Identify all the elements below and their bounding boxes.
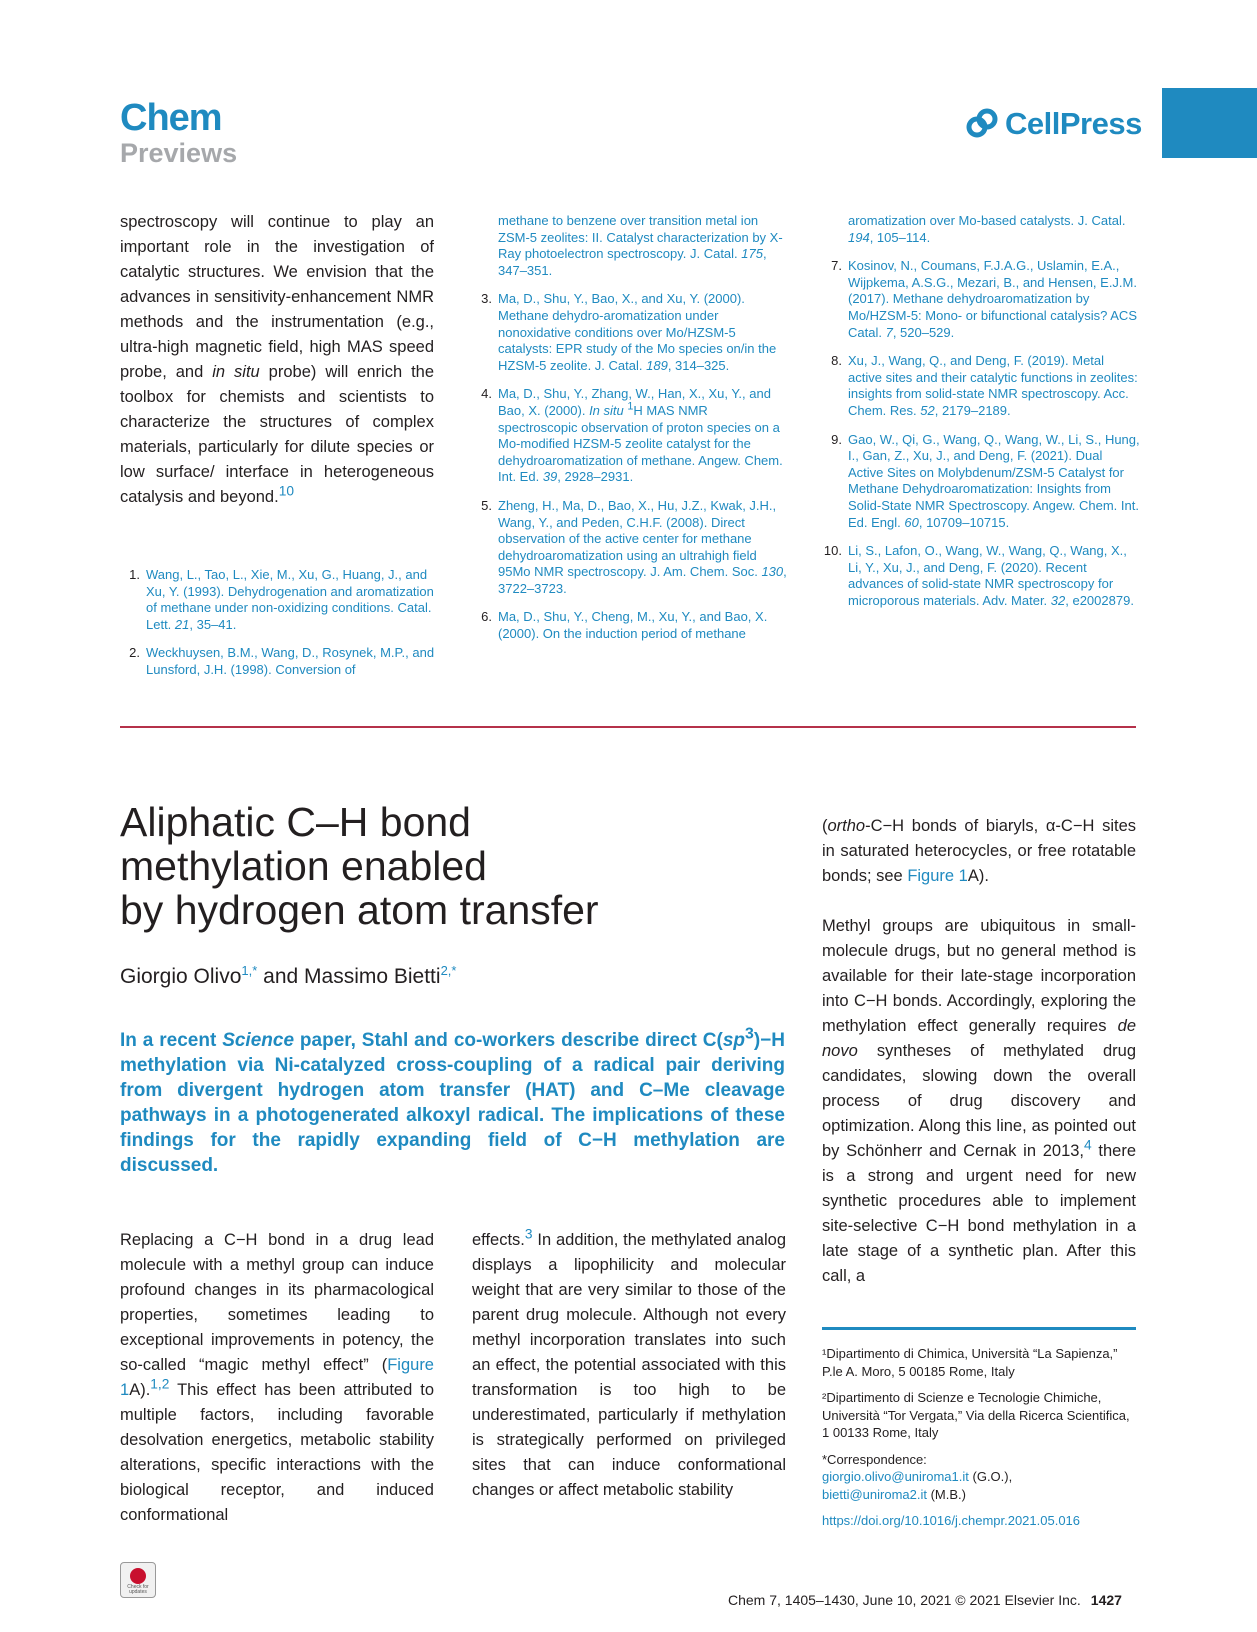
reference-number: 1.: [129, 567, 140, 582]
body-col1: Replacing a C−H bond in a drug lead molecule with a methyl group can induce profound changes in its pharmacological properties, sometimes leading to exceptional improvements in potency, the so-called “magic methyl effect” (Figure 1A).$^{1,2}$ This effect has been attributed to multiple factors, including favorable desolvation energetics, metabolic stability alterations, specific interactions with the biological receptor, and induced conformational: [120, 1231, 434, 1524]
reference-item[interactable]: [822, 432, 1140, 532]
reference-text[interactable]: Gao, W., Qi, G., Wang, Q., Wang, W., Li, S., Hung, I., Gan, Z., Xu, J., and Deng, F. (2021). Dual Active Sites on Molybdenum/ZSM-5 Catalyst for Methane Dehydroaromatization: Insights from Solid-State NMR Spectroscopy. Angew. Chem. Int. Ed. Engl. 60, 10709–10715.: [848, 431, 1140, 530]
title-line: by hydrogen atom transfer: [120, 887, 599, 933]
author-conjunction: and: [263, 965, 299, 988]
reference-text[interactable]: Wang, L., Tao, L., Xie, M., Xu, G., Huang, J., and Xu, Y. (1993). Dehydrogenation and aromatization of methane under non-oxidizing conditions. Catal. Lett. 21, 35–41.: [146, 567, 434, 632]
author-name[interactable]: Massimo Bietti: [304, 965, 441, 988]
correspondence-line-1: [822, 1468, 1140, 1486]
reference-item[interactable]: [120, 645, 436, 678]
reference-number: 8.: [831, 353, 842, 369]
author-list: [120, 965, 456, 989]
section-divider: [120, 726, 1136, 728]
page-footer: [728, 1592, 1122, 1608]
check-for-updates-badge[interactable]: [120, 1562, 156, 1598]
reference-item[interactable]: [120, 567, 436, 633]
check-for-updates-icon: [130, 1568, 146, 1584]
reference-item[interactable]: [822, 258, 1140, 341]
reference-item[interactable]: [822, 213, 1140, 246]
affiliation-1: ¹Dipartimento di Chimica, Università “La Sapienza,” P.le A. Moro, 5 00185 Rome, Italy: [822, 1346, 1118, 1379]
author-affiliation-mark[interactable]: 1,*: [241, 963, 258, 978]
email-initials: (M.B.): [926, 1486, 966, 1502]
reference-item[interactable]: [472, 498, 788, 598]
email-initials: (G.O.),: [968, 1469, 1013, 1484]
reference-number: 6.: [481, 609, 492, 625]
author-name[interactable]: Giorgio Olivo: [120, 965, 242, 988]
title-line: Aliphatic C–H bond: [120, 799, 471, 845]
reference-text[interactable]: methane to benzene over transition metal ion ZSM-5 zeolites: II. Catalyst characterization by X-Ray photoelectron spectroscopy. J. Catal. 175, 347–351.: [498, 213, 783, 278]
reference-text[interactable]: Ma, D., Shu, Y., Zhang, W., Han, X., Xu, Y., and Bao, X. (2000). In situ $^1$H MAS NMR spectroscopic observation of proton species on a Mo-modified HZSM-5 zeolite catalyst for the dehydroaromatization of methane. Angew. Chem. Int. Ed. 39, 2928–2931.: [498, 386, 783, 485]
reference-number: 7.: [831, 258, 842, 274]
section-label: Previews: [120, 138, 238, 168]
reference-number: 3.: [481, 291, 492, 307]
body-col3-p2: Methyl groups are ubiquitous in small-molecule drugs, but no general method is available for their late-stage incorporation into C−H bonds. Accordingly, exploring the methylation effect generally requires de novo syntheses of methylated drug candidates, slowing down the overall process of drug discovery and optimization. Along this line, as pointed out by Schönherr and Cernak in 2013,$^4$ there is a strong and urgent need for new synthetic procedures able to implement site-selective C−H bond methylation in a late stage of a synthetic plan. After this call, a: [822, 917, 1136, 1285]
email-link[interactable]: giorgio.olivo@uniroma1.it: [822, 1469, 969, 1484]
article-abstract: In a recent Science paper, Stahl and co-workers describe direct $C(sp^3)-H$ methylation via Ni-catalyzed cross-coupling of a radical pair deriving from divergent hydrogen atom transfer (HAT) and C–Me cleavage pathways in a photogenerated alkoxyl radical. The implications of these findings for the rapidly expanding field of C−H methylation are discussed.: [120, 1025, 785, 1176]
references-col1: [120, 567, 436, 691]
reference-item[interactable]: [822, 353, 1140, 419]
cellpress-logo: [965, 104, 1142, 144]
affiliation-2: ²Dipartimento di Scienze e Tecnologie Chimiche, Università “Tor Vergata,” Via della Ricerca Scientifica, 1 00133 Rome, Italy: [822, 1390, 1130, 1440]
reference-number: 5.: [481, 497, 492, 513]
references-col3: [822, 213, 1140, 621]
affiliations: [822, 1345, 1140, 1530]
reference-text[interactable]: Weckhuysen, B.M., Wang, D., Rosynek, M.P., and Lunsford, J.H. (1998). Conversion of: [146, 645, 435, 677]
reference-text[interactable]: Kosinov, N., Coumans, F.J.A.G., Uslamin, E.A., Wijpkema, A.S.G., Mezari, B., and Hensen, E.J.M. (2017). Methane dehydroaromatization by Mo/HZSM-5: Mono- or bifunctional catalysis? ACS Catal. 7, 520–529.: [848, 258, 1137, 340]
correspondence-line-2: [822, 1486, 1140, 1504]
correspondence-label: *Correspondence:: [822, 1451, 927, 1467]
article-title: [120, 800, 740, 932]
publisher-name: CellPress: [1005, 106, 1142, 141]
references-col2: [472, 213, 788, 655]
reference-item[interactable]: [472, 386, 788, 486]
affiliation-rule: [822, 1327, 1136, 1330]
reference-text[interactable]: aromatization over Mo-based catalysts. J. Catal. 194, 105–114.: [848, 213, 1126, 245]
reference-text[interactable]: Ma, D., Shu, Y., Cheng, M., Xu, Y., and Bao, X. (2000). On the induction period of methane: [498, 609, 768, 642]
page-number: 1427: [1090, 1592, 1122, 1608]
reference-number: 9.: [831, 431, 842, 447]
reference-item[interactable]: [472, 291, 788, 374]
reference-text[interactable]: Li, S., Lafon, O., Wang, W., Wang, Q., Wang, X., Li, Y., Xu, J., and Deng, F. (2020). Recent advances of solid-state NMR spectroscopy for microporous materials. Adv. Mater. 32, e2002879.: [848, 543, 1134, 608]
body-col2: effects.$^3$ In addition, the methylated analog displays a lipophilicity and molecular weight that are very similar to those of the parent drug molecule. Although not every methyl incorporation translates into such an effect, the potential associated with this transformation is too high to be underestimated, particularly if methylation is strategically performed on privileged sites that can induce conformational changes or affect metabolic stability: [472, 1226, 786, 1499]
reference-number: 2.: [129, 645, 140, 661]
reference-item[interactable]: [822, 543, 1140, 609]
title-line: methylation enabled: [120, 843, 487, 889]
citation: Chem 7, 1405–1430, June 10, 2021 © 2021 Elsevier Inc.: [728, 1592, 1081, 1608]
reference-text[interactable]: Ma, D., Shu, Y., Bao, X., and Xu, Y. (2000). Methane dehydro-aromatization under nonoxidative conditions over Mo/HZSM-5 catalysts: EPR study of the Mo species on/in the HZSM-5 zeolite. J. Catal. 189, 314–325.: [498, 291, 777, 373]
reference-number: 4.: [481, 386, 492, 402]
reference-text[interactable]: Zheng, H., Ma, D., Bao, X., Hu, J.Z., Kwak, J.H., Wang, Y., and Peden, C.H.F. (2008). Direct observation of the active center for methane dehydroaromatization using an ultrahigh field 95Mo NMR spectroscopy. J. Am. Chem. Soc. 130, 3722–3723.: [498, 497, 787, 596]
reference-text[interactable]: Xu, J., Wang, Q., and Deng, F. (2019). Metal active sites and their catalytic functions in zeolites: insights from solid-state NMR spectroscopy. Acc. Chem. Res. 52, 2179–2189.: [848, 353, 1138, 418]
top-body-text: spectroscopy will continue to play an important role in the investigation of catalytic structures. We envision that the advances in sensitivity-enhancement NMR methods and the instrumentation (e.g., ultra-high magnetic field, high MAS speed probe, and in situ probe) will enrich the toolbox for chemists and scientists to characterize the structures of complex materials, particularly for dilute species or low surface/ interface in heterogeneous catalysis and beyond.$^{10}$: [120, 213, 435, 506]
doi-link[interactable]: https://doi.org/10.1016/j.chempr.2021.05.016: [822, 1513, 1081, 1528]
cellpress-icon: [965, 107, 999, 141]
reference-number: 10.: [823, 543, 842, 559]
corner-tab: [1162, 88, 1257, 158]
body-col3-p1: (ortho-C−H bonds of biaryls, α-C−H sites in saturated heterocycles, or free rotatable bonds; see Figure 1A).: [822, 817, 1136, 885]
author-affiliation-mark[interactable]: 2,*: [440, 963, 457, 978]
badge-label: Check for updates: [127, 1584, 149, 1595]
reference-item[interactable]: [472, 213, 788, 279]
email-link[interactable]: bietti@uniroma2.it: [822, 1486, 927, 1502]
journal-logo: Chem: [120, 97, 222, 139]
reference-item[interactable]: [472, 609, 788, 642]
